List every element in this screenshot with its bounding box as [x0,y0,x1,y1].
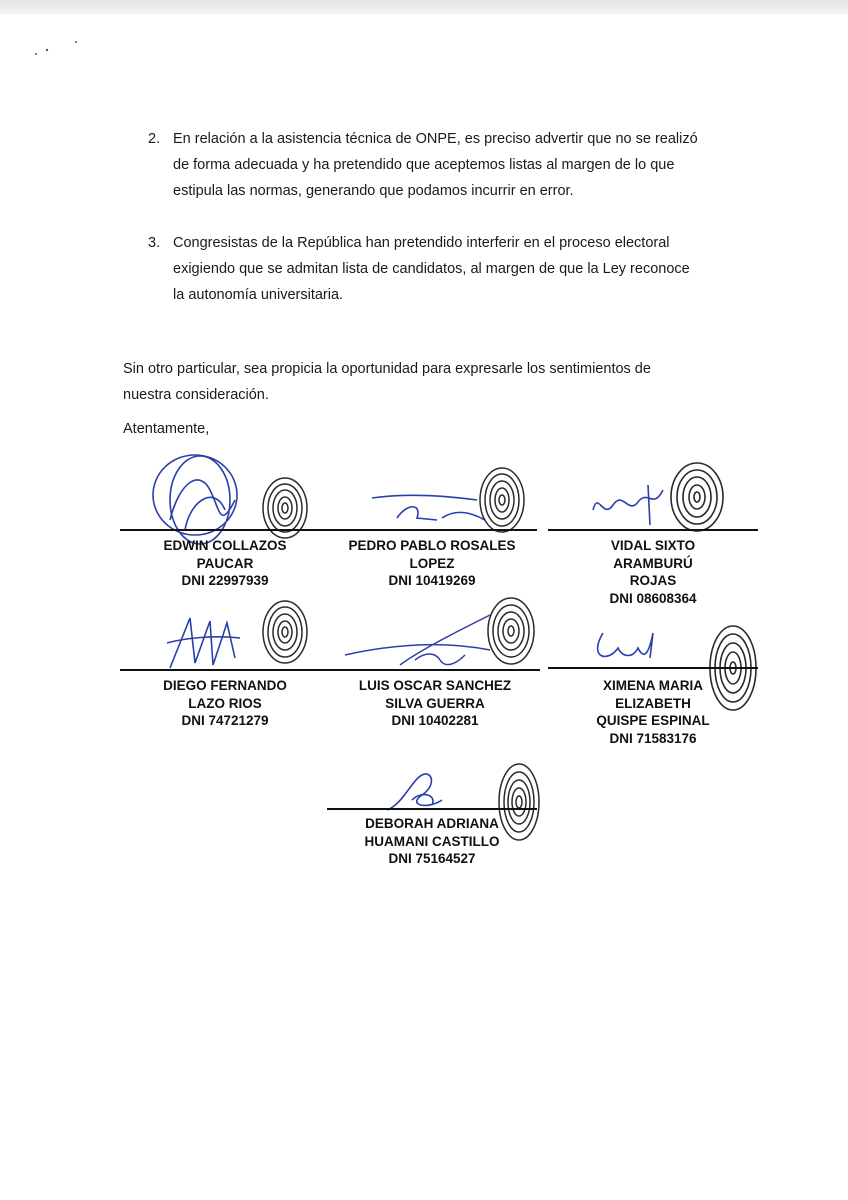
signature-line [548,529,758,531]
list-number: 3. [148,235,161,251]
fingerprint [260,475,310,541]
signatory-dni: DNI 10419269 [388,573,476,588]
signature-block-lazo [120,595,330,735]
handwritten-signature [588,628,663,668]
signatory-dni: DNI 71583176 [609,730,697,746]
signatory-name: LUIS OSCAR SANCHEZ SILVA GUERRA DNI 10402281 [330,677,540,730]
text-line: Sin otro particular, sea propicia la oportunidad para expresarle los sentimientos de [123,361,651,377]
list-item-3 [148,230,718,308]
text-line: Congresistas de la República han pretendido interferir en el proceso electoral [173,235,670,251]
signature-line [548,667,758,669]
salutation: Atentamente, [123,421,210,437]
signatory-name: DIEGO FERNANDO LAZO RIOS DNI 74721279 [120,677,330,730]
text-line: la autonomía universitaria. [173,287,344,303]
signature-block-rosales [327,460,537,590]
text-line: exigiendo que se admitan lista de candidatos, al margen de que la Ley reconoce [173,261,690,277]
signature-line [327,808,537,810]
signature-block-arambur [548,460,758,610]
signatory-name: XIMENA MARIA ELIZABETH QUISPE ESPINAL DNI 71583176 [548,677,758,747]
signature-block-quispe [548,620,758,760]
signature-block-collazos [120,450,330,590]
signatory-dni: DNI 08608364 [609,590,697,606]
fingerprint [477,465,527,535]
signatory-name: PEDRO PABLO ROSALES LOPEZ DNI 10419269 [327,537,537,590]
signature-line [120,529,330,531]
signature-line [120,669,330,671]
signatory-dni: DNI 22997939 [181,573,269,588]
signature-block-sanchez [330,595,540,735]
handwritten-signature [165,613,245,673]
list-item-2 [148,126,718,204]
text-line: En relación a la asistencia técnica de ONPE, es preciso advertir que no se realizó [173,131,698,147]
text-line: de forma adecuada y ha pretendido que aceptemos listas al margen de lo que [173,157,675,173]
signature-line [327,529,537,531]
signatory-dni: DNI 75164527 [388,851,476,866]
fingerprint [668,460,726,535]
closing-paragraph [123,356,709,408]
signatory-name: DEBORAH ADRIANA HUAMANI CASTILLO DNI 75164527 [327,815,537,868]
fingerprint [485,595,537,667]
text-line: nuestra consideración. [123,387,269,403]
signature-block-huamani [327,760,537,880]
list-number: 2. [148,131,161,147]
signatory-dni: DNI 10402281 [391,713,479,728]
handwritten-signature [340,610,500,670]
handwritten-signature [140,450,260,550]
text-line: estipula las normas, generando que podamos incurrir en error. [173,183,574,199]
signatory-name: VIDAL SIXTO ARAMBURÚ ROJAS DNI 08608364 [548,537,758,607]
signatory-name: EDWIN COLLAZOS PAUCAR DNI 22997939 [120,537,330,590]
handwritten-signature [588,480,668,530]
signature-line [330,669,540,671]
handwritten-signature [367,488,487,533]
signatory-dni: DNI 74721279 [181,713,269,728]
fingerprint [260,598,310,666]
